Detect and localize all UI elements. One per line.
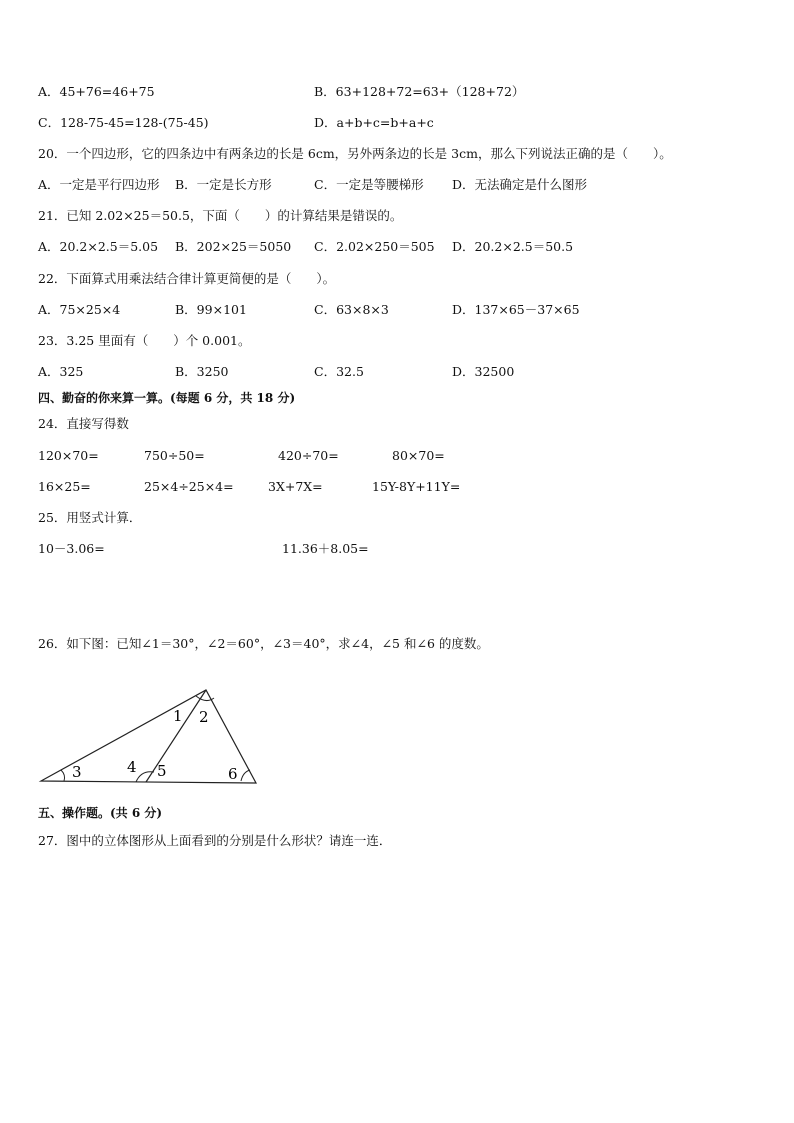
q26-triangle-figure xyxy=(36,684,266,790)
q20-option-c: C．一定是等腰梯形 xyxy=(314,177,424,192)
q22-stem: 22．下面算式用乘法结合律计算更简便的是（ ）。 xyxy=(38,271,336,286)
q24-item-5: 16×25= xyxy=(38,479,91,494)
q23-stem: 23．3.25 里面有（ ）个 0.001。 xyxy=(38,333,251,348)
q21-stem: 21．已知 2.02×25＝50.5，下面（ ）的计算结果是错误的。 xyxy=(38,208,403,223)
section-4-heading: 四、勤奋的你来算一算。(每题 6 分，共 18 分) xyxy=(38,391,296,405)
q20-option-d: D．无法确定是什么图形 xyxy=(452,177,588,192)
q24-item-6: 25×4÷25×4= xyxy=(144,479,234,494)
q23-option-b: B．3250 xyxy=(175,364,229,379)
angle-label-5: 5 xyxy=(157,762,167,780)
section-5-heading: 五、操作题。(共 6 分) xyxy=(38,806,163,820)
q22-option-d: D．137×65－37×65 xyxy=(452,302,580,317)
q22-option-b: B．99×101 xyxy=(175,302,247,317)
q24-item-3: 420÷70= xyxy=(278,448,339,463)
q23-option-a: A．325 xyxy=(38,364,84,379)
angle-label-6: 6 xyxy=(228,765,238,783)
q23-option-c: C．32.5 xyxy=(314,364,364,379)
q25-item-2: 11.36＋8.05= xyxy=(282,541,369,556)
angle-label-2: 2 xyxy=(199,708,209,726)
q22-option-c: C．63×8×3 xyxy=(314,302,389,317)
angle-label-3: 3 xyxy=(72,763,82,781)
q19-option-c: C．128-75-45=128-(75-45) xyxy=(38,115,209,130)
q24-item-2: 750÷50= xyxy=(144,448,205,463)
angle-arc-6 xyxy=(241,770,250,781)
q24-stem: 24．直接写得数 xyxy=(38,416,129,431)
q26-stem: 26．如下图：已知∠1＝30°，∠2＝60°，∠3＝40°，求∠4，∠5 和∠6 的度数。 xyxy=(38,636,489,651)
q20-option-b: B．一定是长方形 xyxy=(175,177,272,192)
q24-item-7: 3X+7X= xyxy=(268,479,323,494)
q23-option-d: D．32500 xyxy=(452,364,515,379)
angle-label-4: 4 xyxy=(127,758,137,776)
angle-label-1: 1 xyxy=(173,707,183,725)
q20-stem: 20．一个四边形，它的四条边中有两条边的长是 6cm，另外两条边的长是 3cm，那么下列说法正确的是（ ）。 xyxy=(38,146,672,161)
q24-item-8: 15Y-8Y+11Y= xyxy=(372,479,461,494)
q25-stem: 25．用竖式计算． xyxy=(38,510,142,525)
triangle-cevian xyxy=(146,690,206,782)
q21-option-a: A．20.2×2.5＝5.05 xyxy=(38,239,159,254)
angle-arc-3 xyxy=(61,770,65,781)
q27-stem: 27．图中的立体图形从上面看到的分别是什么形状？请连一连． xyxy=(38,833,392,848)
q21-option-d: D．20.2×2.5＝50.5 xyxy=(452,239,574,254)
q20-option-a: A．一定是平行四边形 xyxy=(38,177,160,192)
q22-option-a: A．75×25×4 xyxy=(38,302,121,317)
q24-item-4: 80×70= xyxy=(392,448,445,463)
q19-option-d: D．a+b+c=b+a+c xyxy=(314,115,434,130)
q19-option-b: B．63+128+72=63+（128+72） xyxy=(314,84,525,99)
q25-item-1: 10－3.06= xyxy=(38,541,105,556)
q24-item-1: 120×70= xyxy=(38,448,99,463)
q21-option-b: B．202×25＝5050 xyxy=(175,239,292,254)
q19-option-a: A．45+76=46+75 xyxy=(38,84,155,99)
q21-option-c: C．2.02×250＝505 xyxy=(314,239,435,254)
angle-arc-1-2 xyxy=(196,696,214,701)
